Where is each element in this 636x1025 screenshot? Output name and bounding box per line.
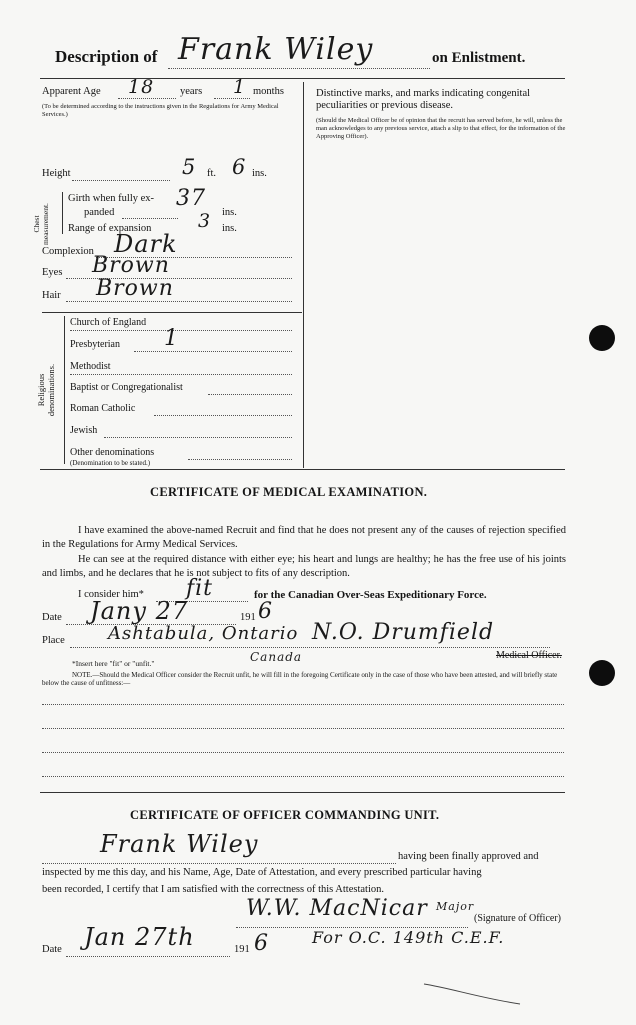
hair-dots (66, 301, 292, 302)
medical-heading: CERTIFICATE OF MEDICAL EXAMINATION. (150, 485, 428, 499)
unfit-line-1 (42, 704, 564, 705)
height-ft-label: ft. (207, 168, 217, 179)
medical-para-2: He can see at the required distance with either eye; his heart and lungs are healthy; he has the free use of his joints and limbs, and he declares that he is not subject to fits of any description. (42, 554, 566, 579)
commanding-line3: been recorded, I certify that I am satisfied with the correctness of this Attestation. (42, 884, 385, 895)
eyes-value: Brown (92, 253, 170, 278)
age-label: Apparent Age (42, 86, 101, 97)
medical-note-body: NOTE.—Should the Medical Officer consider the Recruit unfit, he will fill in the foregoing Certificate only in the case of those who have been attested, and will briefly state below the cause of unfitness:— (42, 671, 558, 687)
title-dotted-line (168, 68, 430, 69)
religion-item-church-of-england: Church of England (70, 317, 147, 328)
medical-place-value-2: Canada (250, 650, 303, 664)
unfit-line-2 (42, 728, 564, 729)
height-ins-label: ins. (252, 168, 267, 179)
religion-note: (Denomination to be stated.) (70, 459, 151, 467)
complexion-label: Complexion (42, 246, 94, 257)
religion-item-baptist: Baptist or Congregationalist (70, 382, 183, 393)
hair-label: Hair (42, 290, 61, 301)
religion-dots-3 (208, 394, 292, 395)
section-divider (303, 82, 304, 468)
commanding-name-dots (42, 863, 396, 864)
chest-girth-label-1: Girth when fully ex- (68, 193, 155, 204)
religion-dots-5 (104, 437, 292, 438)
medical-officer-label: Medical Officer. (496, 650, 562, 661)
age-months-value: 1 (233, 76, 247, 98)
binder-hole-top (589, 325, 615, 351)
religion-item-methodist: Methodist (70, 361, 111, 372)
religion-item-presbyterian: Presbyterian (70, 339, 120, 350)
medical-date-value: Jany 27 (90, 597, 189, 625)
chest-side-label: Chest measurement. (32, 203, 50, 245)
chest-girth-label-2: panded (84, 207, 115, 218)
upper-section-rule (40, 469, 565, 470)
height-feet-value: 5 (182, 155, 197, 179)
religion-dots-4 (154, 415, 292, 416)
commanding-name-value: Frank Wiley (100, 830, 259, 858)
religion-item-roman-catholic: Roman Catholic (70, 403, 136, 414)
age-note: (To be determined according to the instructions given in the Regulations for Army Medical Services.) (42, 103, 279, 118)
title-suffix: on Enlistment. (432, 50, 526, 66)
commanding-date-value: Jan 27th (84, 923, 195, 951)
religion-item-jewish: Jewish (70, 425, 98, 436)
title-prefix: Description of (55, 47, 158, 66)
height-inches-value: 6 (232, 155, 247, 179)
unfit-line-3 (42, 752, 564, 753)
religion-dots-2 (70, 374, 292, 375)
commanding-for-unit: For O.C. 149th C.E.F. (312, 928, 505, 947)
commanding-date-dots (66, 956, 230, 957)
chest-girth-value: 37 (176, 186, 206, 211)
religion-mark-presbyterian: 1 (164, 326, 179, 351)
medical-signature: N.O. Drumfield (312, 620, 495, 645)
commanding-signature: W.W. MacNicar (246, 896, 428, 921)
chest-girth-dots (122, 218, 178, 219)
commanding-year-prefix: 191 (234, 944, 250, 955)
unfit-line-4 (42, 776, 564, 777)
complexion-value: Dark (114, 230, 178, 258)
age-months-dots (214, 98, 250, 99)
age-years-dots (118, 98, 176, 99)
medical-place-value: Ashtabula, Ontario (108, 623, 299, 644)
commanding-sig-label: (Signature of Officer) (474, 913, 562, 924)
marks-label: Distinctive marks, and marks indicating congenital peculiarities or previous disease. (316, 88, 531, 111)
pen-stroke (420, 970, 530, 1010)
title-rule (40, 78, 565, 79)
eyes-label: Eyes (42, 267, 63, 278)
religion-item-other: Other denominations (70, 447, 155, 458)
hair-rule (42, 312, 302, 313)
commanding-line1-suffix: having been finally approved and (398, 851, 539, 862)
medical-consider-value: fit (186, 576, 214, 601)
commanding-date-label: Date (42, 944, 62, 955)
height-dots (72, 180, 170, 181)
marks-note: (Should the Medical Officer be of opinion that the recruit has served before, he will, unless the man acknowledges to any previous service, attach a slip to that effect, for the information of the Approving Officer). (316, 117, 566, 140)
age-years-label: years (180, 86, 203, 97)
religion-dots-0 (70, 330, 292, 331)
binder-hole-bottom (589, 660, 615, 686)
commanding-year-value: 6 (254, 931, 269, 956)
commanding-heading: CERTIFICATE OF OFFICER COMMANDING UNIT. (130, 808, 440, 822)
medical-consider-label: I consider him* (78, 589, 144, 600)
age-years-value: 18 (128, 76, 155, 98)
religion-bracket (64, 316, 65, 464)
medical-insert-note: *Insert here "fit" or "unfit." (72, 659, 155, 668)
height-label: Height (42, 168, 71, 179)
age-months-label: months (253, 86, 284, 97)
medical-year-prefix: 191 (240, 612, 256, 623)
chest-range-value: 3 (198, 210, 212, 232)
commanding-rank: Major (436, 900, 475, 913)
medical-year-value: 6 (258, 599, 273, 624)
medical-date-label: Date (42, 612, 62, 623)
medical-place-dots (70, 647, 550, 648)
hair-value: Brown (96, 276, 174, 301)
medical-section-rule (40, 792, 565, 793)
medical-place-label: Place (42, 635, 65, 646)
chest-range-ins-label: ins. (222, 223, 237, 234)
chest-ins-label: ins. (222, 207, 237, 218)
religion-dots-6 (188, 459, 292, 460)
chest-range-label: Range of expansion (68, 223, 152, 234)
medical-consider-suffix: for the Canadian Over-Seas Expeditionary Force. (254, 589, 487, 601)
medical-para-1: I have examined the above-named Recruit and find that he does not present any of the causes of rejection specified in the Regulations for Army Medical Services. (42, 525, 566, 550)
religion-side-label: Religious denominations. (36, 363, 56, 417)
chest-bracket (62, 192, 63, 234)
religion-dots-1 (134, 351, 292, 352)
commanding-line2: inspected by me this day, and his Name, Age, Date of Attestation, and every prescribed particular having (42, 867, 482, 878)
title-name: Frank Wiley (178, 32, 374, 67)
